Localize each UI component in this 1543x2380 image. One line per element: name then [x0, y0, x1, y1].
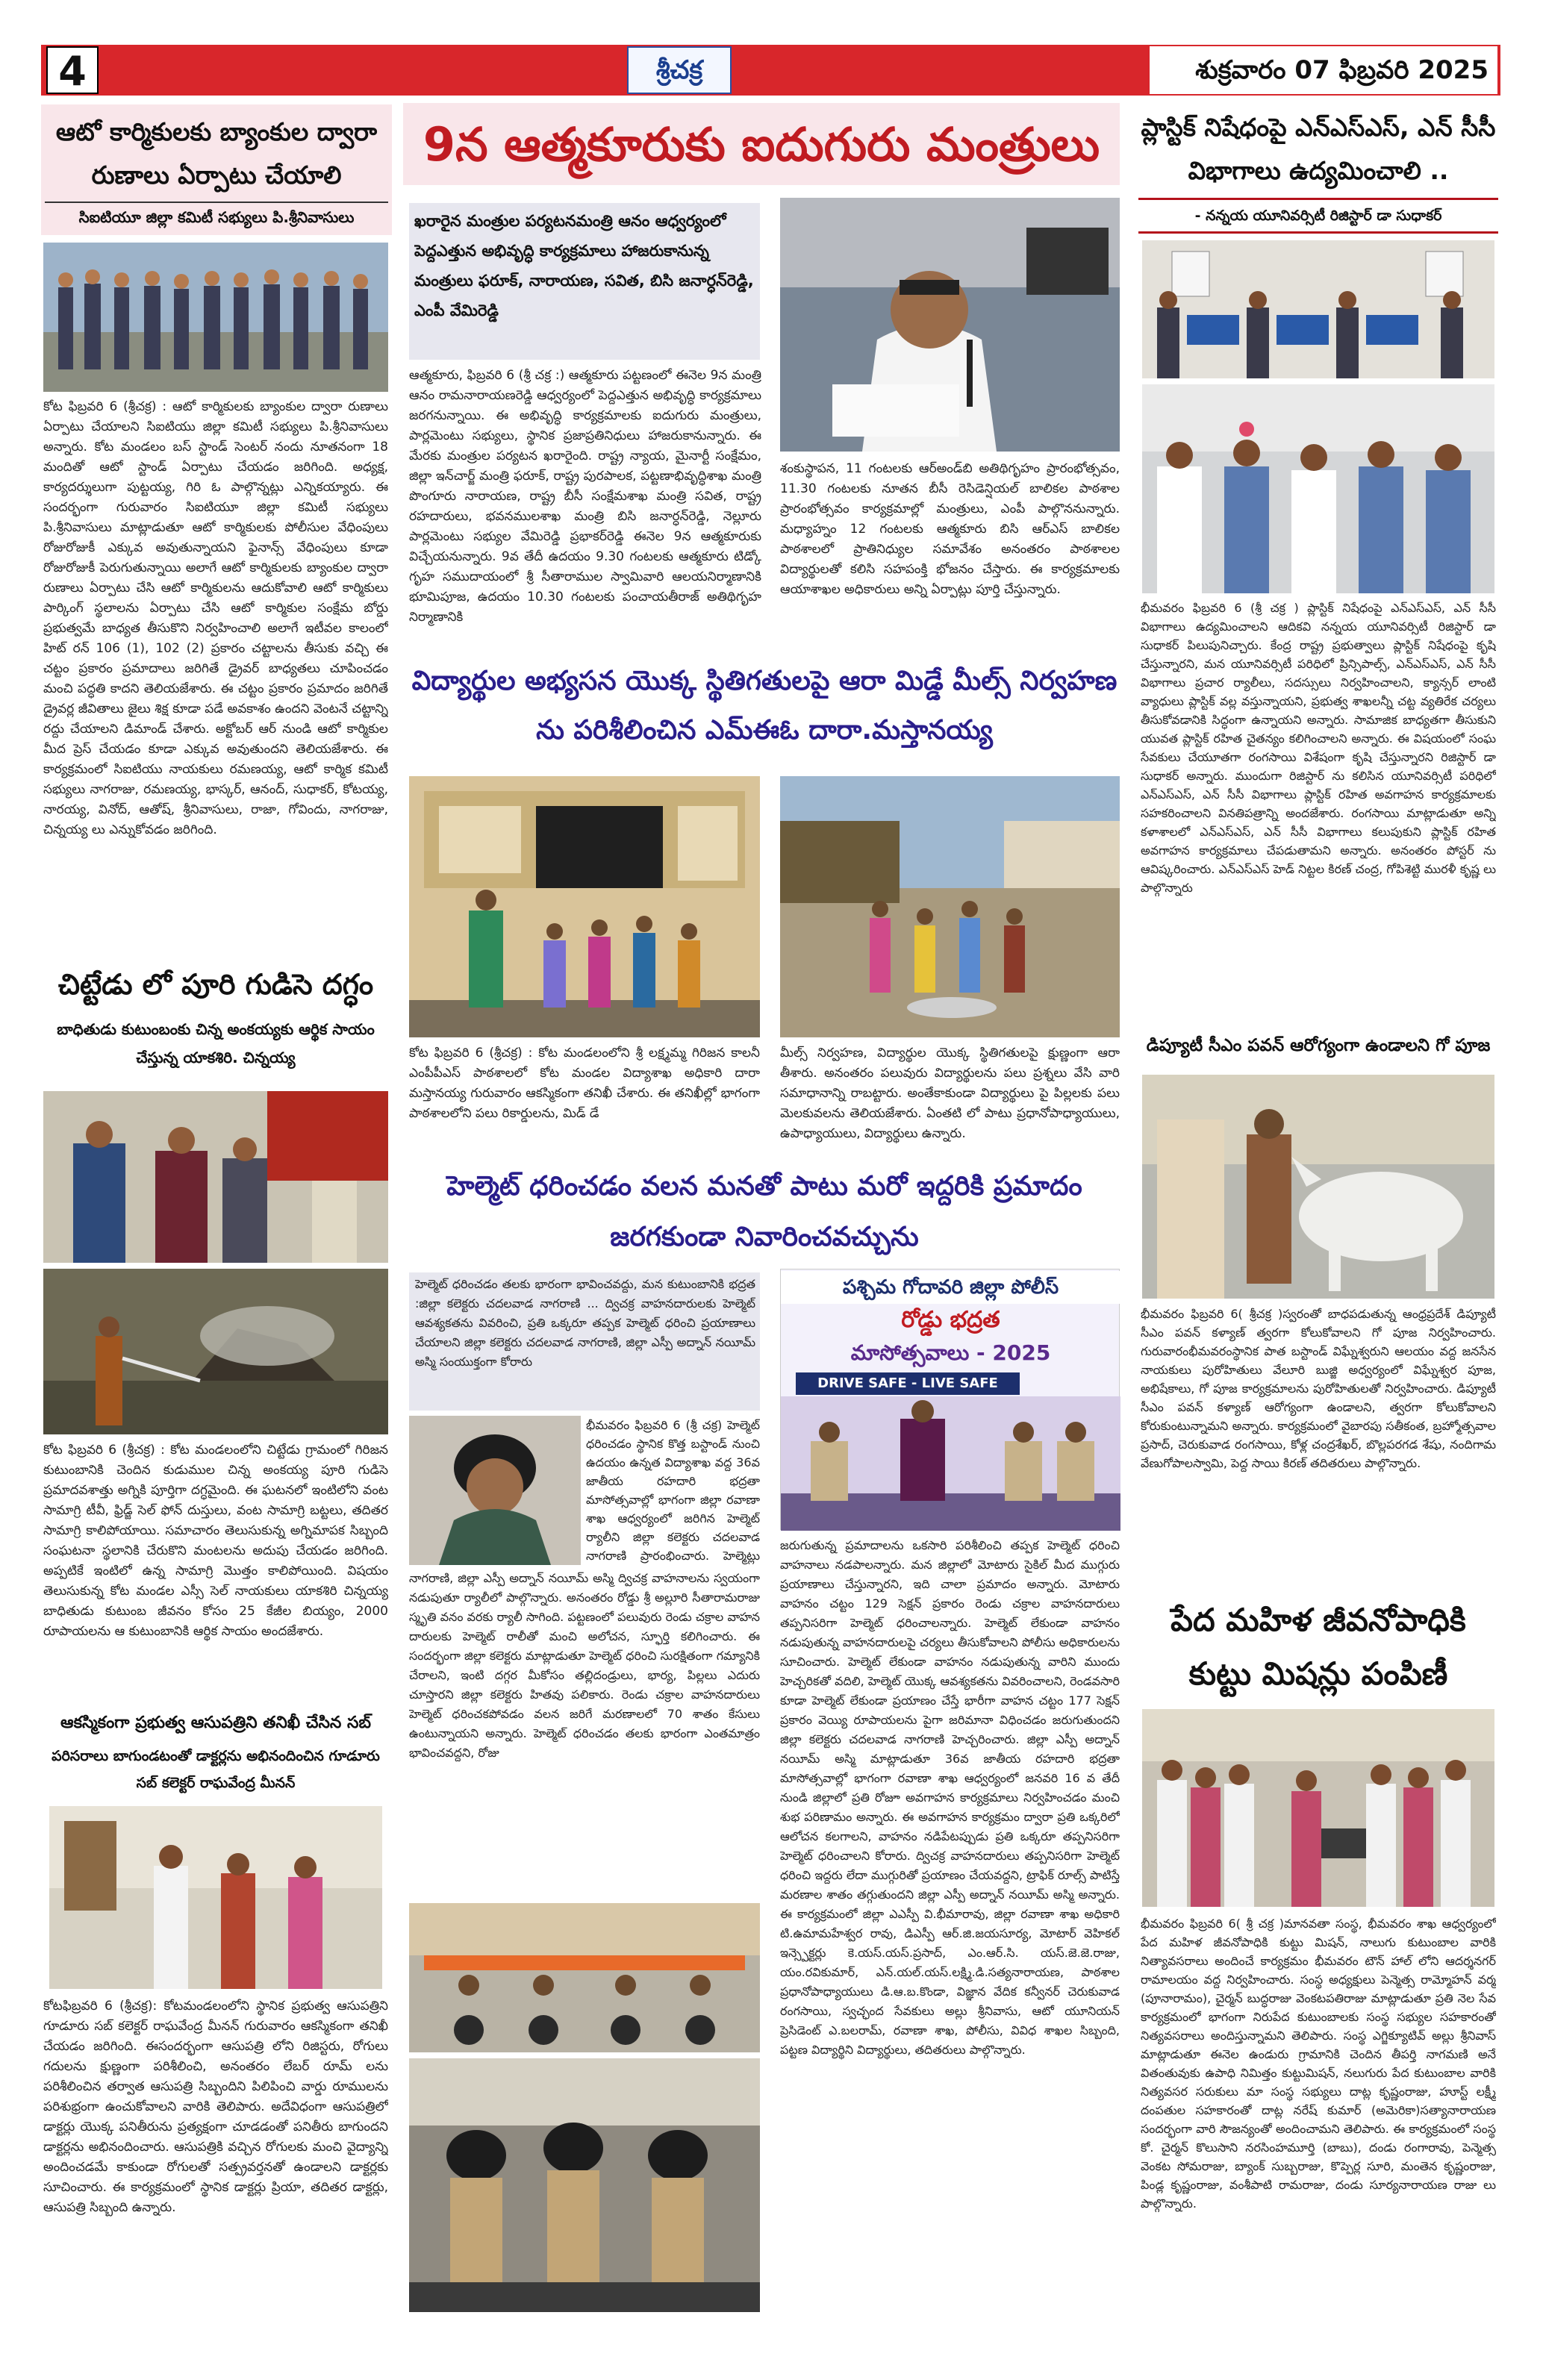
midday-meal-body-right: మీల్స్ నిర్వహణ, విద్యార్థుల యొక్క స్థితిగతులపై క్షుణ్ణంగా ఆరా తీశారు. అనంతరం పలువురు విద్యార్థులను పలు ప్రశ్నలు వేసి వారి సమాధానాన్ని రాబట్టారు. అంతేకాకుండా విద్యార్థులు పై పిల్లలకు పలు మెలకువలను తెలియజేశారు. ఏంతటి లో పాటు ప్రధానోపాధ్యాయులు, ఉపాధ్యాయులు, విద్యార్థులు ఉన్నారు.: [780, 1046, 1120, 1141]
police-banner-line3: మాసోత్సవాలు - 2025: [850, 1340, 1051, 1365]
midday-meal-photo: [780, 776, 1120, 1037]
helmet-rally-photo-1: [409, 1903, 760, 2052]
sewing-machine-headline: పేద మహిళ జీవనోపాధికి కుట్టు మిషన్లు పంపిణీ: [1171, 1602, 1466, 1692]
auto-story-body: కోట ఫిబ్రవరి 6 (శ్రీచక్ర) : ఆటో కార్మికులకు బ్యాంకుల ద్వారా రుణాలు ఏర్పాటు చేయాలని సిఐటియు జిల్లా కమిటీ సభ్యులు పి.శ్రీనివాసులు అన్నారు. కోట మండలం బస్ స్టాండ్ సెంటర్ నందు నూతనంగా 18 మందితో ఆటో స్టాండ్ ఏర్పాటు చేయడం జరిగింది. అధ్యక్ష, కార్యదర్శులుగా పుట్టయ్య, గిరి ఓ పాల్గొన్నట్లు ఎన్నికయ్యారు. ఈ సందర్భంగా గురువారం సిఐటియూ జిల్లా కమిటీ సభ్యులు పి.శ్రీనివాసులు మాట్లాడుతూ ఆటో కార్మికులకు పోలీసుల వేధింపులు రోజురోజుకీ ఎక్కువ అవుతున్నాయని ఫైనాన్స్ వేధింపులు కూడా రోజురోజుకీ పెరుగుతున్నాయి అలాగే ఆటో కార్మికులకు బ్యాంకుల ద్వారా రుణాలు ఏర్పాటు చేసి ఆటో కార్మికులను ఆదుకోవాలి ఆటో కార్మికులు పార్కింగ్ స్థలాలను ఏర్పాటు చేసి ఆటో కార్మికుల సంక్షేమ బోర్డు ప్రభుత్వమే బాధ్యత తీసుకొని నిర్వహించాలి అలాగే ఇటీవల కాలంలో హిట్ రన్ 106 (1), 102 (2) ప్రకారం చట్టాలను తీసుకు వచ్చి ఈ చట్టం ప్రకారం ప్రమాదాలు జరిగితే డ్రైవర్ బాధ్యతలు చూపించడం మంచి పద్ధతి కాదని తెలియజేశారు. ఈ చట్టం ప్రకారం ప్రమాదం జరిగితే డ్రైవర్ల జీవితాలు జైలు శిక్ష కూడా పడే అవకాశం ఉందని వెంటనే చట్టాన్ని రద్దు చేయాలని డిమాండ్ చేశారు. అక్టోబర్ ఆర్ నుండి ఆటో కార్మికుల మీద ప్రెస్ చేయడం కూడా ఎక్కువ అవుతుందని తెలియజేశారు. ఈ కార్యక్రమంలో సిఐటియు నాయకులు రమణయ్య, ఆటో కార్మిక కమిటీ సభ్యులు నాగరాజు, రమణయ్య, భాస్కర్, ఆనంద్, సుధాకర్, కోటయ్య, నారయ్య, వినోద్, ఆతోష్, శ్రీనివాసులు, రాజా, గోవిందు, నాగరాజు, చిన్నయ్య లు ఎన్నుకోవడం జరిగింది.: [43, 399, 388, 837]
cow-puja-photo: [1142, 1075, 1494, 1299]
fire-headline: చిట్టేడు లో పూరి గుడిసె దగ్ధం: [57, 968, 374, 1001]
fire-story-body: కోట ఫిబ్రవరి 6 (శ్రీచక్ర) : కోట మండలంలోని చిట్టేడు గ్రామంలో గిరిజన కుటుంబానికి చెందిన కుడుముల చిన్న అంకయ్య పూరి గుడిసె ప్రమాదవశాత్తు అగ్నికి పూర్తిగా దగ్ధమైంది. ఈ ఘటనలో ఇంటిలోని వంట సామాగ్రి టీవీ, ఫ్రిడ్జ్ సెల్ ఫోన్ దుస్తులు, వంట సామాగ్రి బట్టలు, తదితర సామాగ్రి కాలిపోయాయి. సమాచారం తెలుసుకున్న అగ్నిమాపక సిబ్బంది సంఘటనా స్థలానికి చేరుకొని మంటలను అదుపు చేయడం జరిగింది. అప్పటికే ఇంటిలో ఉన్న సామాగ్రి మొత్తం కాలిపోయింది. విషయం తెలుసుకున్న కోట మండల ఎస్సీ సెల్ నాయకులు యాకశిరి చిన్నయ్య బాధితుడు కుటుంబ జీవనం కోసం 25 కేజీల బియ్యం, 2000 రూపాయలను ఆ కుటుంబానికి ఆర్థిక సాయం అందజేశారు.: [43, 1443, 388, 1639]
hospital-subheadline: పరిసరాలు బాగుండటంతో డాక్టర్లను అభినందించిన గూడూరు సబ్ కలెక్టర్ రాఘవేంద్ర మీనన్: [52, 1748, 380, 1791]
page-number: 4: [46, 46, 99, 94]
helmet-story-body-b: నాగరాణి, జిల్లా ఎస్పీ అద్నాన్ నయీమ్ అస్మి ద్విచక్ర వాహనాలను స్వయంగా నడుపుతూ ర్యాలీలో పాల్గొన్నారు. అనంతరం రోడ్డు శ్రీ అల్లూరి సీతారామరాజు స్మృతి వనం వరకు ర్యాలీ సాగింది. పట్టణంలో పలువురు రెండు చక్రాల వాహన దారులకు హెల్మెట్ రాలీతో మంచి అలోచన, స్ఫూర్తి కలిగించారు. ఈ సందర్భంగా జిల్లా కలెక్టరు మాట్లాడుతూ హెల్మెట్ ధరించి సురక్షితంగా గమ్యానికి చేరాలని, ఇంటి దగ్గర మీకోసం తల్లిదండ్రులు, భార్య, పిల్లలు ఎదురు చూస్తారని జిల్లా కలెక్టరు హితవు పలికారు. రెండు చక్రాల వాహనదారులు హెల్మెట్ ధరించకపోవడం వలన జరిగే మరణాలలో 70 శాతం కేసులు ఉంటున్నాయని అన్నారు. హెల్మెట్ ధరించడం తలకు భారంగా ఎంతమాత్రం భావించవద్దని, రోజు: [409, 1571, 760, 1760]
fire-aid-photo: [43, 1091, 388, 1263]
plastic-ban-body: భీమవరం ఫిబ్రవరి 6 (శ్రీ చక్ర ) ప్లాస్టిక్ నిషేధంపై ఎన్ఎస్ఎస్, ఎన్ సీసీ విభాగాలు ఉద్యమించాలని ఆదికవి నన్నయ యూనివర్సిటీ రిజిస్టార్ డా సుధాకర్ పిలుపునిచ్చారు. కేంద్ర రాష్ట్ర ప్రభుత్వాలు ప్లాస్టిక్ నిషేధంపై కృషి చేస్తున్నారని, మన యూనివర్సిటీ పరిధిలో ప్రిన్సిపాల్స్, ఎన్ఎస్ఎస్, ఎన్ సీసీ విభాగాలు ప్రచార ర్యాలీలు, సదస్సులు నిర్వహించాలని, క్యాన్సర్ లాంటి వ్యాధులు ప్లాస్టిక్ వల్ల వస్తున్నాయని, ప్రభుత్వ శాఖలన్నీ చట్ట వ్యతిరేక చర్యలు తీసుకోవడానికి సిద్ధంగా ఉన్నాయని అన్నారు. సామాజిక బాధ్యతగా తీసుకుని యువత ప్లాస్టిక్ రహిత చైతన్యం కలిగించాలని అన్నారు. ఈ విషయంలో సంఘ సేవకులు చేయూతగా రంగసాయి విశేషంగా కృషి చేస్తున్నారని రిజిస్టార్ డా సుధాకర్ అన్నారు. ముందుగా రిజిస్టార్ ను కలిసిన యూనివర్సిటీ పరిధిలో ఎన్ఎస్ఎస్, ఎన్ సీసీ విభాగాలు ప్లాస్టిక్ రహిత అవగాహన కార్యక్రమాలకు సహకరించాలని వినతిపత్రాన్ని అందజేశారు. రంగసాయి మాట్లాడుతూ అన్ని కళాశాలలో ఎన్ఎస్ఎస్, ఎన్ సీసీ విభాగాలు కలుపుకుని ప్లాస్టిక్ రహిత అవగాహన కార్యక్రమాలు చేపడుతామని అన్నారు. అనంతరం పోస్టర్ ను ఆవిష్కరించారు. ఎన్ఎస్ఎస్ హెడ్ నిట్టల కిరణ్ చంద్ర, గోపిశెట్టి మురళీ కృష్ణ లు పాల్గొన్నారు: [1141, 601, 1496, 895]
plastic-ban-headline: ప్లాస్టిక్ నిషేధంపై ఎన్ఎస్ఎస్, ఎన్ సీసీ విభాగాలు ఉద్యమించాలి ..: [1141, 113, 1496, 185]
hospital-story-body: కోటఫిబ్రవరి 6 (శ్రీచక్ర): కోటమండలంలోని స్థానిక ప్రభుత్వ ఆసుపత్రిని గూడూరు సబ్ కలెక్టర్ రాఘవేంద్ర మీనన్ గురువారం ఆకస్మికంగా తనిఖీ చేయడం జరిగింది. ఈసందర్భంగా ఆసుపత్రి లోని రిజిస్టరు, రోగులు గదులను క్షుణ్ణంగా పరిశీలించి, అనంతరం లేబర్ రూమ్ లను పరిశీలించిన తర్వాత ఆసుపత్రి సిబ్బందిని పిలిపించి వార్డు రూములను పరిశుభ్రంగా ఉంచుకోవాలని వారికి తెలిపారు. అదేవిధంగా ఆసుపత్రిలో డాక్టర్లు యొక్క పనితీరును ప్రత్యక్షంగా చూడడంతో పనితీరు బాగుందని డాక్టర్లను అభినందించారు. ఆసుపత్రికి వచ్చిన రోగులకు మంచి వైద్యాన్ని అందించడమే కాకుండా రోగులతో సత్ప్రవర్తనతో ఉండాలని డాక్టర్లకు సూచించారు. ఈ కార్యక్రమంలో స్థానిక డాక్టర్లు ప్రియా, తదితర డాక్టర్లు, ఆసుపత్రి సిబ్బంది ఉన్నారు.: [43, 1999, 388, 2215]
police-banner-line2: రోడ్డు భద్రత: [901, 1307, 1000, 1333]
helmet-summary: హెల్మెట్ ధరించడం తలకు భారంగా భావించవద్దు, మన కుటుంబానికి భద్రత :జిల్లా కలెక్టరు చదలవాడ నాగరాణి ... ద్విచక్ర వాహనదారులకు హెల్మెట్ ఆవశ్యకతను వివరించి, ప్రతి ఒక్కరూ తప్పక హెల్మెట్ ధరించి ప్రయాణాలు చేయాలని జిల్లా కలెక్టరు చదలవాడ నాగరాణి, జిల్లా ఎస్పీ అద్నాన్ నయీమ్ అస్మి సంయుక్తంగా కోరారు: [415, 1277, 755, 1369]
fire-subheadline: బాధితుడు కుటుంబంకు చిన్న అంకయ్యకు ఆర్థిక సాయం చేస్తున్న యాకశిరి. చిన్నయ్య: [57, 1020, 375, 1066]
road-safety-event-photo: [780, 1269, 1120, 1530]
registrar-meeting-photo: [1142, 384, 1494, 593]
sewing-machine-body: భీమవరం ఫిబ్రవరి 6( శ్రీ చక్ర )మానవతా సంస్థ, భీమవరం శాఖ ఆధ్వర్యంలో పేద మహిళ జీవనోపాధికి కుట్టు మిషన్, నాలుగు కుటుంబాల వారికి నిత్యావసరాలు అందించే కార్యక్రమం భీమవరం టౌన్ హాల్ లోని ఆదర్శనగర్ రామాలయం వద్ద నిర్వహించారు. సంస్థ అధ్యక్షులు పెన్మెత్స రామ్మోహన్ వర్మ (పూనారామం), చైర్మన్ బుద్ధరాజు వెంకటపతిరాజు మాట్లాడుతూ ప్రతి నెల సేవ కార్యక్రమంలో భాగంగా నిరుపేద కుటుంబాలకు సంస్థ సభ్యుల సహకారంతో నిత్యవసరాలు అందిస్తున్నామని తెలిపారు. సంస్థ ఎగ్జిక్యూటివ్ అల్లు శ్రీనివాస్ మాట్లాడుతూ ఈనెల ఉండురు గ్రామానికి చెందిన తీపర్తి నాగమణి అనే వితంతువుకు ఉపాధి నిమిత్తం కుట్టుమిషన్, నలుగురు పేద కుటుంబాల వారికి నిత్యవసర సరుకులు మా సంస్థ సభ్యులు దాట్ల కృష్ణంరాజు, హూస్ట్ లక్ష్మీ దంపతుల సహకారంతో దాట్ల నరేష్ కుమార్ (అమెరికా)సత్యానారాయణ సందర్భంగా వారి సౌజన్యంతో అందించామని తెలిపారు. ఈ కార్యక్రమంలో సంస్థ కో. చైర్మన్ కొలుసాని నరసింహమూర్తి (బాబు), దండు రంగారావు, పెన్మెత్స వెంకట సోమరాజు, బ్యాంక్ సుబ్బరాజు, కొప్పెర్ల సూరి, మంతెన కృష్ణంరాజు, పిండ్ల కృష్ణంరాజు, వంశీపాటి రామరాజు, దండు సూర్యనారాయణ రాజు లు పాల్గొన్నారు.: [1141, 1917, 1496, 2211]
midday-meal-headline: విద్యార్థుల అభ్యసన యొక్క స్థితిగతులపై ఆరా మిడ్డే మీల్స్ నిర్వహణ ను పరిశీలించిన ఎమ్ఈఓ దారా.మస్తానయ్య: [411, 666, 1117, 746]
plastic-ban-subheadline: - నన్నయ యూనివర్సిటీ రిజిస్టార్ డా సుధాకర్: [1138, 198, 1498, 234]
lead-headline: 9న ఆత్మకూరుకు ఐదుగురు మంత్రులు: [423, 117, 1100, 172]
fire-scene-photo: [43, 1269, 388, 1434]
auto-workers-photo: [43, 243, 388, 392]
helmet-headline: హెల్మెట్ ధరించడం వలన మనతో పాటు మరో ఇద్దరికి ప్రమాదం జరగకుండా నివారించవచ్చును: [446, 1171, 1082, 1252]
minister-photo: [780, 198, 1120, 452]
event-dais-illustration: [781, 1396, 1120, 1531]
lead-subheadline: ఖరారైన మంత్రుల పర్యటనమంత్రి ఆనం ఆధ్వర్యంలో పెద్దఎత్తున అభివృద్ధి కార్యక్రమాలు హాజరుకానున్న మంత్రులు ఫరూక్, నారాయణ, సవిత, బిసి జనార్ధన్‌రెడ్డి, ఎంపీ వేమిరెడ్డి: [414, 212, 754, 319]
newspaper-logo: శ్రీచక్ర: [627, 46, 732, 94]
classroom-photo: [409, 776, 760, 1037]
issue-date: శుక్రవారం 07 ఫిబ్రవరి 2025: [1150, 46, 1497, 94]
helmet-story-body-a: భీమవరం ఫిబ్రవరి 6 (శ్రీ చక్ర) హెల్మెట్ ధరించడం స్థానిక కొత్త బస్టాండ్ నుంచి ఉదయం ఉన్నత విద్యాశాఖ వద్ద 36వ జాతీయ రహదారి భద్రతా మాసోత్సవాల్లో భాగంగా జిల్లా రవాణా శాఖ ఆధ్వర్యంలో జరిగిన హెల్మెట్ ర్యాలీని జిల్లా కలెక్టరు చదలవాడ నాగరాణి ప్రారంభించారు. హెల్మెట్లు: [586, 1418, 760, 1563]
helmet-rally-photo-2: [409, 2058, 760, 2312]
cow-puja-body: భీమవరం ఫిబ్రవరి 6( శ్రీచక్ర )స్వరంతో బాధపడుతున్న ఆంధ్రప్రదేశ్ డిప్యూటీ సీఎం పవన్ కళ్యాణ్ త్వరగా కోలుకోవాలని గో పూజ నిర్వహించారు. గురువారంభీమవరంస్థానిక పాత బస్టాండ్ విఘ్నేశ్వరుని ఆలయం వద్ద జనసేన నాయకులు పురోహితులు వేలూరి బుజ్జి అధ్వర్యంలో విఘ్నేశ్వర పూజ, అభిషేకాలు, గో పూజ కార్యక్రమాలను పురోహితులతో నిర్వహించారు. డిప్యూటీ సీఎం పవన్ కళ్యాణ్ ఆరోగ్యంగా ఉండాలని, త్వరగా కోలుకోవాలని కోరుకుంటున్నామని అన్నారు. కార్యక్రమంలో వైబారపు సతీకంత, బ్రహ్మోత్సవాల ప్రసాద్, చెరుకువాడ రంగసాయి, కోళ్ల చంద్రశేఖర్, బొల్లపరగడ శేషు, నందిగామ వేణుగోపాలస్వామి, పెద్ద సాయి కిరణ్ తదితరులు పాల్గొన్నారు.: [1141, 1307, 1496, 1470]
hospital-headline: ఆకస్మికంగా ప్రభుత్వ ఆసుపత్రిని తనిఖీ చేసిన సబ్: [60, 1714, 371, 1732]
sewing-machine-photo: [1142, 1709, 1494, 1907]
helmet-story-body-c: జరుగుతున్న ప్రమాదాలను ఒకసారి పరిశీలించి తప్పక హెల్మెట్ ధరించి వాహనాలు నడపాలన్నారు. మన జిల్లాలో మోటారు సైకిల్ మీద ముగ్గురు ప్రయాణాలు చేస్తున్నారని, ఇది చాలా ప్రమాదం అన్నారు. మోటారు వాహనం చట్టం 129 సెక్షన్ ప్రకారం రెండు చక్రాల వాహనదారులు తప్పనిసరిగా హెల్మెట్ ధరించాలన్నారు. హెల్మెట్ లేకుండా వాహనం నడుపుతున్న వాహనదారులపై చర్యలు తీసుకోవాలని పోలీసు అధికారులను సూచించారు. హెల్మెట్ లేకుండా వాహనం నడుపుతున్న వారిని ముందు హెచ్చరికతో వదిలి, హెల్మెట్ యొక్క ఆవశ్యకతను వివరించాలని, రెండవసారి కూడా హెల్మెట్ లేకుండా ప్రయాణం చేస్తే భారీగా వాహన చట్టం 177 సెక్షన్ ప్రకారం వెయ్యి రూపాయలను పైగా జరిమానా విధించడం జరుగుతుందని జిల్లా కలెక్టరు చదలవాడ నాగరాణి హెచ్చరించారు. జిల్లా ఎస్పీ అద్నాన్ నయీమ్ అస్మి మాట్లాడుతూ 36వ జాతీయ రహదారి భద్రతా మాసోత్సవాల్లో భాగంగా రవాణా శాఖ ఆధ్వర్యంలో జనవరి 16 వ తేదీ నుండి జిల్లాలో ప్రతి రోజూ అవగాహన కార్యక్రమాలు నిర్వహించడం మంచి శుభ పరిణామం అన్నారు. ఈ అవగాహన కార్యక్రమం ద్వారా ప్రతి ఒక్కరిలో ఆలోచన కలగాలని, వాహనం నడిపేటప్పుడు ప్రతి ఒక్కరూ తప్పనిసరిగా హెల్మెట్ ధరించాలని కోరారు. ద్విచక్ర వాహనదారులు తప్పనిసరిగా హెల్మెట్ ధరించి ఇద్దరు లేదా ముగ్గురితో ప్రయాణం చేయవద్దని, ట్రాఫిక్ రూల్స్ పాటిస్తే మరణాల శాతం తగ్గుతుందని జిల్లా ఎస్పీ అద్నాన్ నయీమ్ అస్మి అన్నారు. ఈ కార్యక్రమంలో జిల్లా ఎఎస్పీ వి.భీమారావు, జిల్లా రవాణా శాఖ అధికారి టి.ఉమామహేశ్వర రావు, డిఎస్పీ ఆర్.జి.జయసూర్య, మోటార్ వెహికల్ ఇన్స్పెక్టర్లు కె.యస్.యస్.ప్రసాద్, ఎం.ఆర్.సి. యస్.జె.జె.రాజు, యం.రవికుమార్, ఎన్.యల్.యస్.లక్ష్మి.డి.సత్యనారాయణ, పాఠశాల ప్రధానోపాధ్యాయులు డి.ఆ.బ.కొండా, విజ్ఞాన వేదిక కన్వీనర్ చెరుకువాడ రంగసాయి, స్వచ్ఛంద సేవకులు అల్లు శ్రీనివాసు, ఆటో యూనియన్ ప్రెసిడెంట్ ఎ.బలరామ్, రవాణా శాఖ, పోలీసు, వివిధ శాఖల సిబ్బంది, పట్టణ విద్యార్థిని విద్యార్థులు, తదితరులు పాల్గొన్నారు.: [780, 1538, 1120, 2057]
collector-helmet-photo: [409, 1416, 581, 1565]
lead-story-body-left: ఆత్మకూరు, ఫిబ్రవరి 6 (శ్రీ చక్ర :) ఆత్మకూరు పట్టణంలో ఈనెల 9న మంత్రి ఆనం రామనారాయణరెడ్డి ఆధ్వర్యంలో పెద్దఎత్తున అభివృద్ధి కార్యక్రమాలు జరగనున్నాయి. ఈ అభివృద్ధి కార్యక్రమాలకు ఐదుగురు మంత్రులు, పార్లమెంటు సభ్యులు, స్థానిక ప్రజాప్రతినిధులు హాజరుకానున్నారు. ఈ మేరకు మంత్రుల పర్యటన ఖరారైంది. రాష్ట్ర న్యాయ, మైనార్టీ సంక్షేమం, జిల్లా ఇన్‌చార్జ్ మంత్రి ఫరూక్, రాష్ట్ర పురపాలక, పట్టణాభివృద్ధిశాఖ మంత్రి పొంగూరు నారాయణ, రాష్ట్ర బీసీ సంక్షేమశాఖ మంత్రి సవిత, రాష్ట్ర రహదారులు, భవనములశాఖ మంత్రి బిసి జనార్ధన్‌రెడ్డి, నెల్లూరు పార్లమెంటు సభ్యుల వేమిరెడ్డి ప్రభాకర్‌రెడ్డి ఈనెల 9న ఆత్మకూరుకు విచ్చేయనున్నారు. 9వ తేదీ ఉదయం 9.30 గంటలకు ఆత్మకూరు టిడ్కో గృహ సముదాయంలో శ్రీ సీతారాముల స్వామివారి ఆలయనిర్మాణానికి భూమిపూజ, ఉదయం 10.30 గంటలకు పంచాయతీరాజ్ అతిథిగృహ నిర్మాణానికి: [409, 368, 761, 625]
cow-puja-headline: డిప్యూటీ సీఎం పవన్ ఆరోగ్యంగా ఉండాలని గో పూజ: [1146, 1036, 1491, 1055]
auto-headline: ఆటో కార్మికులకు బ్యాంకుల ద్వారా రుణాలు ఏర్పాటు చేయాలి: [55, 117, 378, 190]
poster-launch-photo: [1142, 240, 1494, 378]
police-banner-slogan: DRIVE SAFE - LIVE SAFE: [796, 1372, 1020, 1395]
lead-story-body-right: శంకుస్థాపన, 11 గంటలకు ఆర్‌అండ్‌బి అతిథిగృహం ప్రారంభోత్సవం, 11.30 గంటలకు నూతన బీసీ రెసిడెన్షియల్ బాలికల పాఠశాల ప్రారంభోత్సవం కార్యక్రమాల్లో మంత్రులు, ఎంపీ పాల్గొననున్నారు. మధ్యాహ్నం 12 గంటలకు ఆత్మకూరు బిసి ఆర్‌ఎస్ బాలికల పాఠశాలలో ప్రాతినిధ్యుల సమావేశం అనంతరం పాఠశాలల విద్యార్థులతో కలిసి సహపంక్తి భోజనం చేస్తారు. ఈ కార్యక్రమాలకు ఆయాశాఖల అధికారులు అన్ని ఏర్పాట్లు పూర్తి చేస్తున్నారు.: [780, 461, 1120, 597]
auto-subheadline: సిఐటియూ జిల్లా కమిటీ సభ్యులు పి.శ్రీనివాసులు: [45, 202, 388, 231]
hospital-inspection-photo: [49, 1806, 382, 1989]
police-banner-title: పశ్చిమ గోదావరి జిల్లా పోలీస్: [781, 1271, 1120, 1304]
midday-meal-body-left: కోట ఫిబ్రవరి 6 (శ్రీచక్ర) : కోట మండలంలోని శ్రీ లక్ష్మమ్మ గిరిజన కాలనీ ఎంపీపీఎస్ పాఠశాలలో కోట మండల విద్యాశాఖ అధికారి దారా మస్తానయ్య గురువారం ఆకస్మికంగా తనిఖీ చేశారు. ఈ తనిఖీల్లో భాగంగా పాఠశాలలోని పలు రికార్డులను, మిడ్ డే: [409, 1046, 760, 1121]
